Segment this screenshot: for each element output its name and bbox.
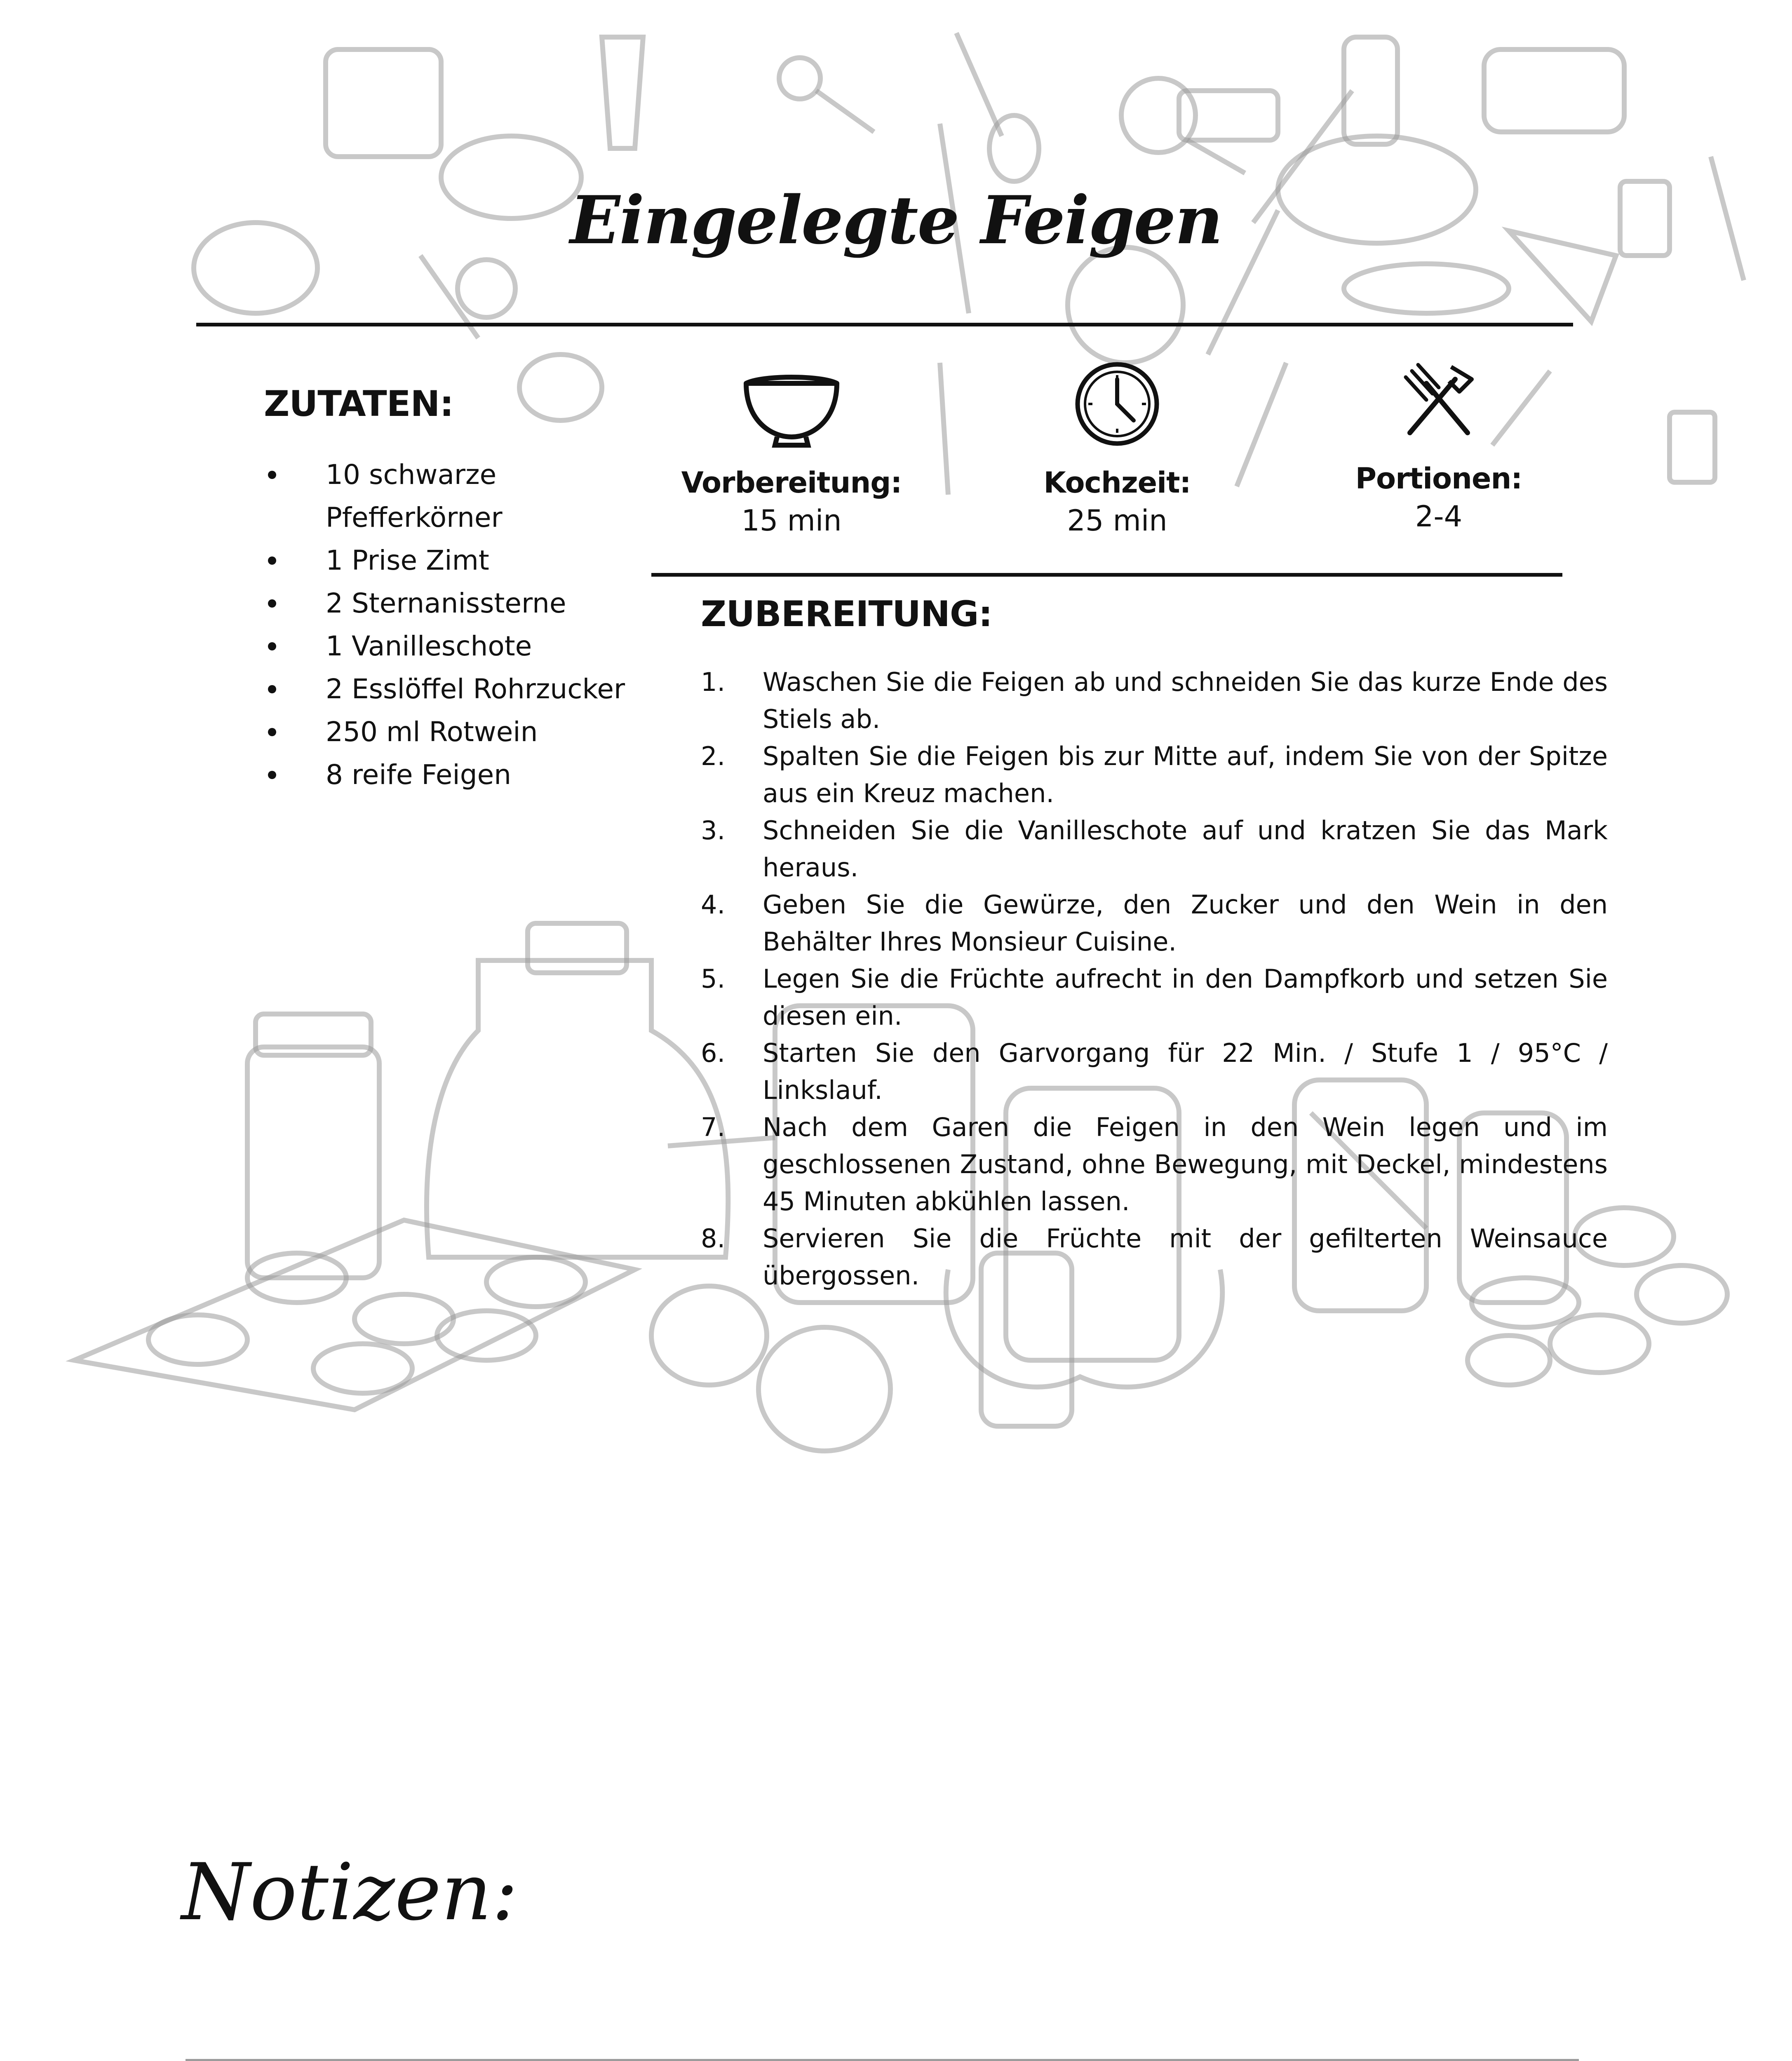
method-heading: ZUBEREITUNG: <box>701 594 992 635</box>
servings-block <box>1311 354 1567 533</box>
method-step <box>701 886 1608 960</box>
info-divider <box>651 573 1562 577</box>
servings-value: 2-4 <box>1415 500 1463 533</box>
step-number: 7. <box>701 1112 726 1142</box>
fork-knife-icon <box>1393 354 1484 445</box>
ingredients-heading: ZUTATEN: <box>264 383 453 425</box>
step-number: 3. <box>701 815 726 845</box>
prep-time-block <box>664 367 919 538</box>
step-number: 1. <box>701 667 726 697</box>
method-steps-list <box>701 664 1608 1294</box>
ingredient-item: 2 Esslöffel Rohrzucker <box>264 668 635 711</box>
ingredient-item: 10 schwarze Pfefferkörner <box>264 453 532 539</box>
cook-label: Kochzeit: <box>1043 466 1191 500</box>
servings-label: Portionen: <box>1355 462 1522 495</box>
method-step <box>701 1220 1608 1294</box>
prep-label: Vorbereitung: <box>681 466 902 500</box>
step-number: 6. <box>701 1038 726 1068</box>
method-step <box>701 1035 1608 1109</box>
step-number: 2. <box>701 741 726 771</box>
ingredient-item: 1 Vanilleschote <box>264 625 635 668</box>
ingredient-item: 8 reife Feigen <box>264 754 635 796</box>
ingredient-item: 1 Prise Zimt <box>264 539 635 582</box>
method-step <box>701 664 1608 738</box>
method-step <box>701 812 1608 886</box>
ingredient-item: 2 Sternanissterne <box>264 582 635 625</box>
ingredients-list <box>264 453 635 796</box>
method-step <box>701 738 1608 812</box>
step-number: 8. <box>701 1223 726 1254</box>
step-number: 4. <box>701 890 726 920</box>
step-number: 5. <box>701 964 726 994</box>
prep-value: 15 min <box>741 504 842 538</box>
method-step <box>701 1109 1608 1220</box>
step-text: Legen Sie die Früchte aufrecht in den Dampfkorb und setzen Sie diesen ein. <box>763 964 1608 1031</box>
cook-value: 25 min <box>1067 504 1167 538</box>
step-text: Schneiden Sie die Vanilleschote auf und kratzen Sie das Mark heraus. <box>763 815 1608 883</box>
step-text: Spalten Sie die Feigen bis zur Mitte auf, indem Sie von der Spitze aus ein Kreuz machen. <box>763 741 1608 808</box>
step-text: Waschen Sie die Feigen ab und schneiden Sie das kurze Ende des Stiels ab. <box>763 667 1608 734</box>
step-text: Geben Sie die Gewürze, den Zucker und den Wein in den Behälter Ihres Monsieur Cuisine. <box>763 890 1608 957</box>
clock-icon <box>1072 359 1163 449</box>
title-divider <box>196 323 1573 326</box>
cook-time-block <box>989 359 1245 538</box>
recipe-title: Eingelegte Feigen <box>570 181 1222 259</box>
bowl-icon <box>738 367 845 449</box>
step-text: Nach dem Garen die Feigen in den Wein legen und im geschlossenen Zustand, ohne Bewegung, mit Deckel, mindestens 45 Minuten abkühlen lassen. <box>763 1112 1608 1216</box>
step-text: Starten Sie den Garvorgang für 22 Min. / Stufe 1 / 95°C / Linkslauf. <box>763 1038 1608 1105</box>
ingredient-item: 250 ml Rotwein <box>264 711 635 754</box>
notes-title: Notizen: <box>181 1847 518 1938</box>
notes-line <box>186 2059 1579 2061</box>
method-step <box>701 960 1608 1035</box>
step-text: Servieren Sie die Früchte mit der gefilterten Weinsauce übergossen. <box>763 1223 1608 1291</box>
